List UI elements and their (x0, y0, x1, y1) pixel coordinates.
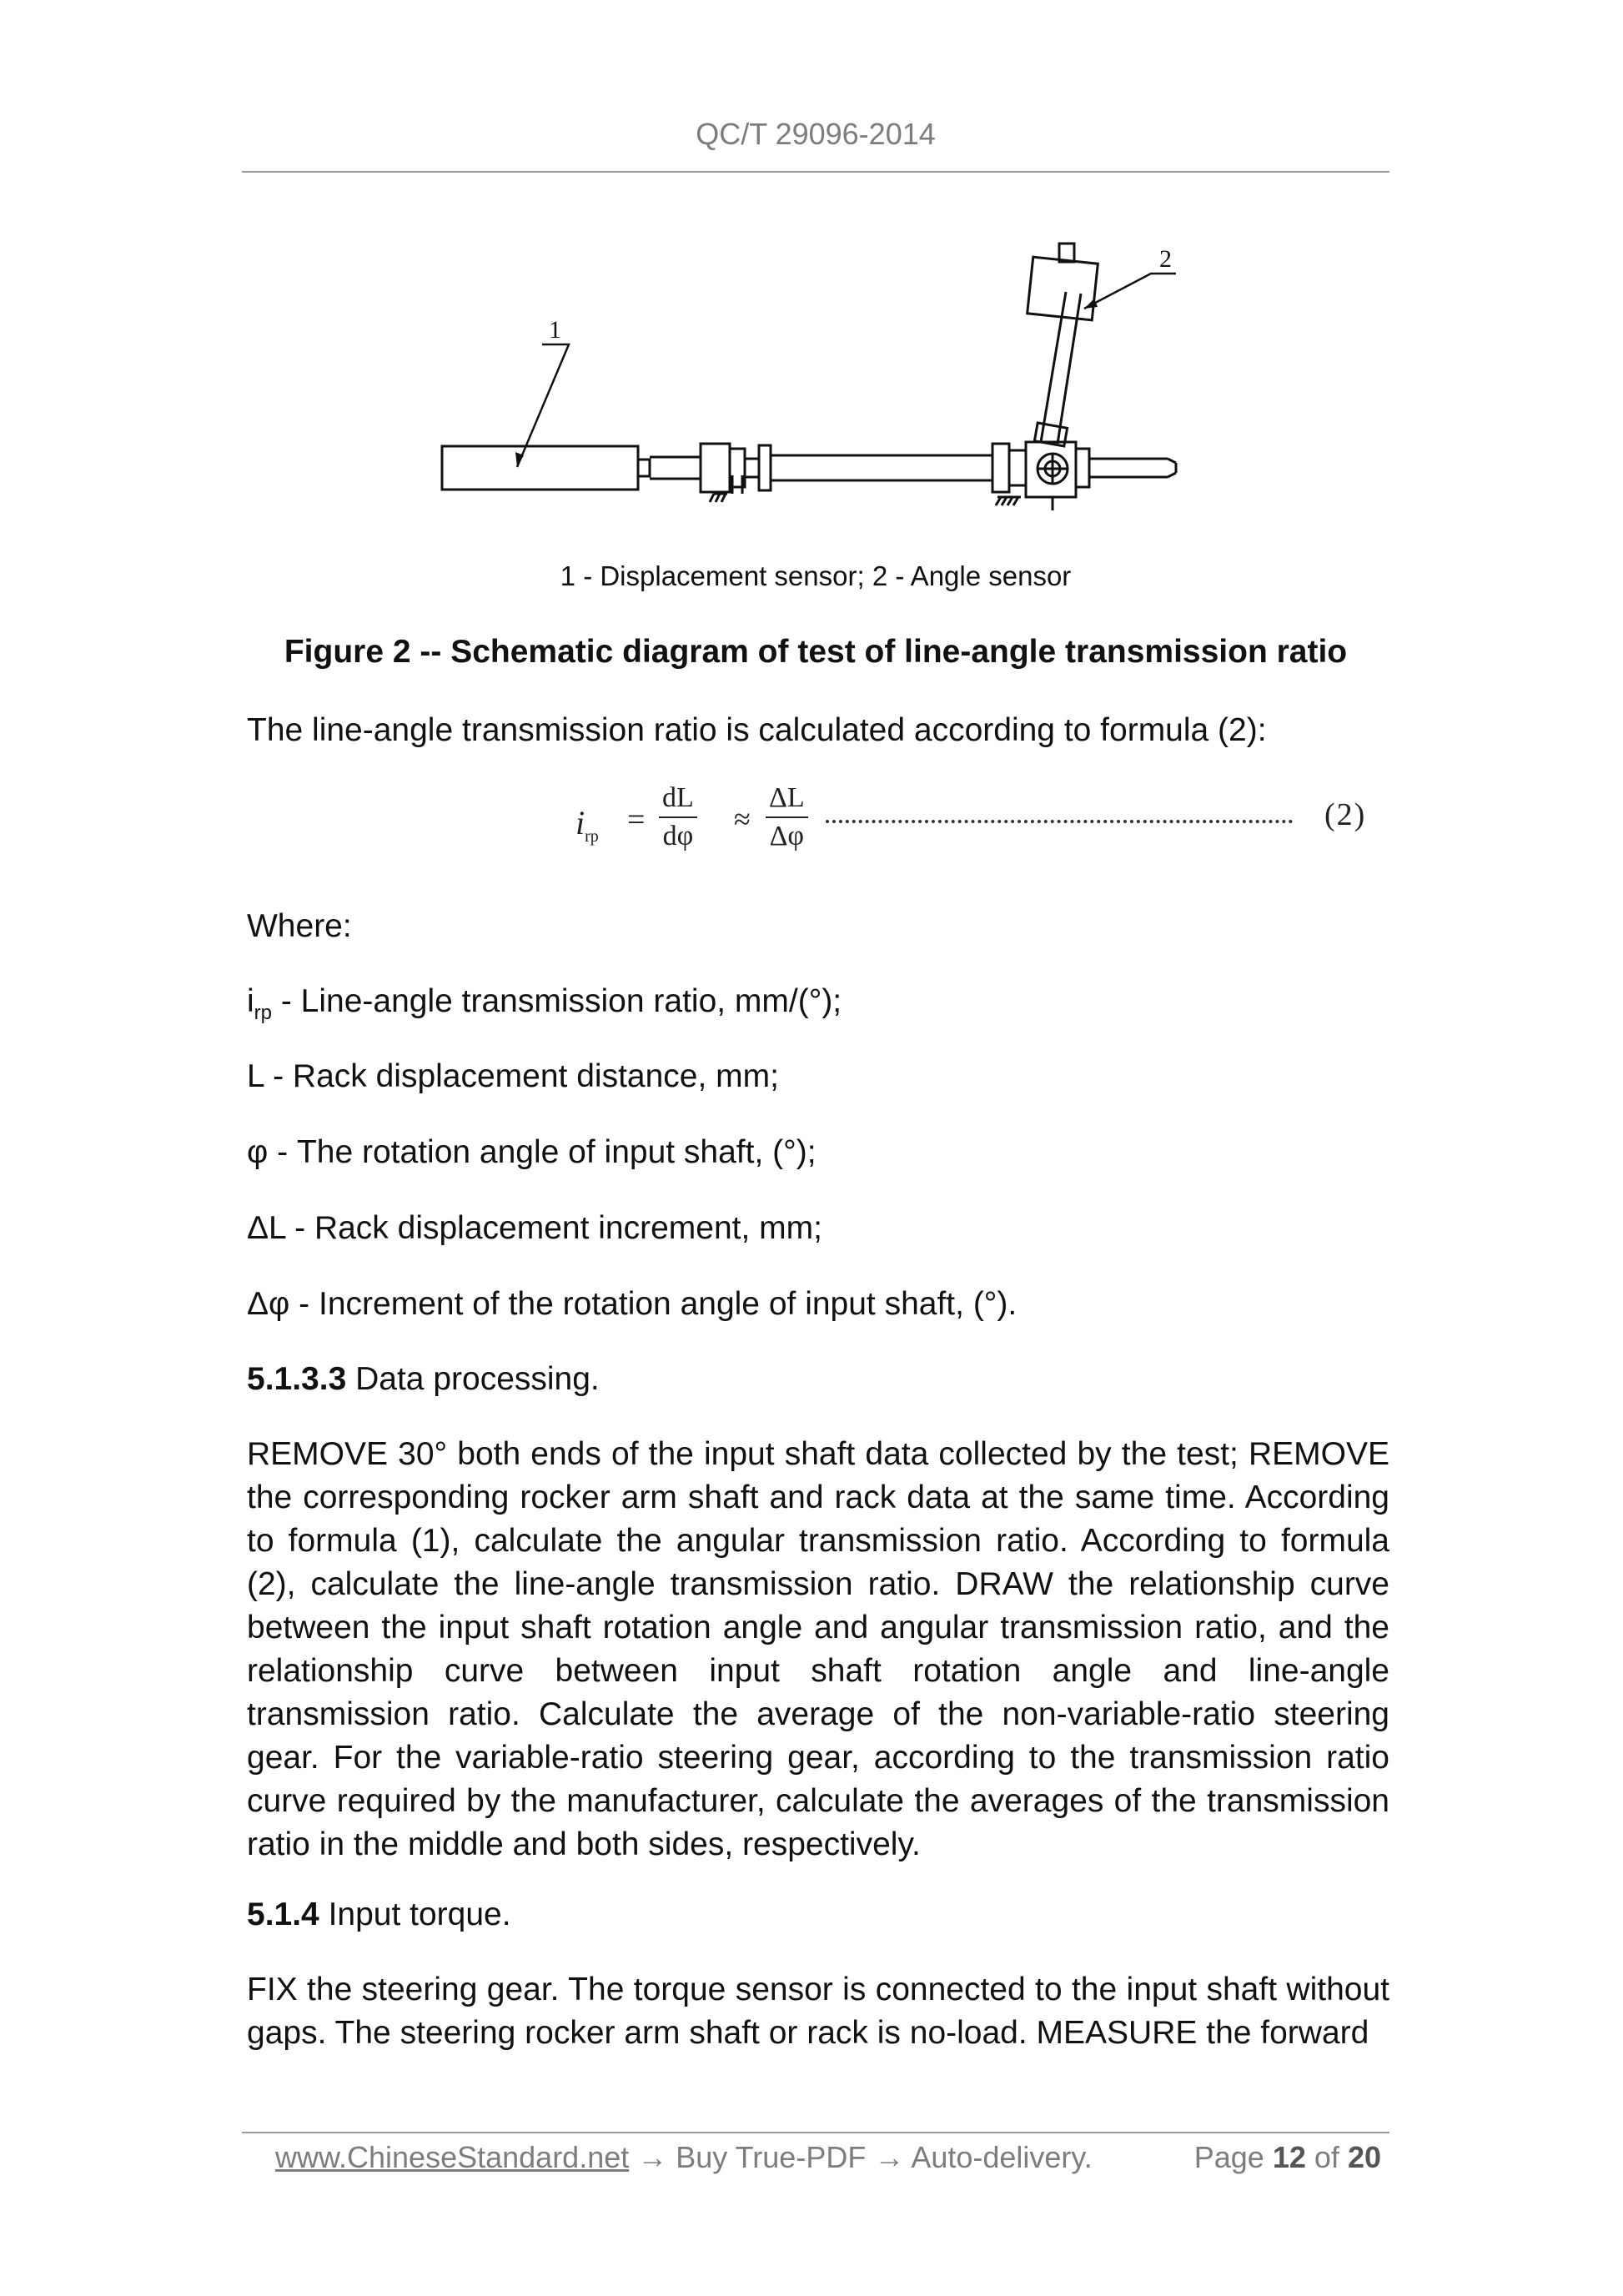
section-5-1-3-3-heading: 5.1.3.3 Data processing. (247, 1361, 600, 1397)
footer-website-link[interactable]: www.ChineseStandard.net (275, 2140, 630, 2174)
displacement-sensor-body (442, 446, 638, 490)
figure-title: Figure 2 -- Schematic diagram of test of line-angle transmission ratio (284, 634, 1348, 670)
steering-gear-schematic (417, 225, 1218, 525)
where-label: Where: (247, 908, 352, 944)
formula-leader-dots (826, 783, 1293, 823)
formula-number: (2) (1324, 797, 1367, 832)
formula-2 (575, 780, 1393, 888)
footer-promo-text: → Buy True-PDF → Auto-delivery. (629, 2140, 1093, 2174)
definition-irp: $i_{rp}$ - Line-angle transmission ratio, mm/(°); (247, 983, 842, 1024)
header-divider (242, 171, 1389, 173)
figure-label-1: 1 (549, 316, 561, 344)
document-header: QC/T 29096-2014 (696, 117, 936, 151)
figure-2-diagram (417, 225, 1218, 525)
figure-caption: 1 - Displacement sensor; 2 - Angle sensor (560, 560, 1072, 591)
definition-delta-phi: Δφ - Increment of the rotation angle of input shaft, (°). (247, 1286, 1018, 1322)
formula-approx: ≈ (734, 802, 751, 836)
definition-delta-L: ΔL - Rack displacement increment, mm; (247, 1210, 822, 1246)
formula-fraction-derivative: $\frac{dL}{d\varphi}$ (659, 780, 697, 855)
section-5-1-3-3-body: REMOVE 30° both ends of the input shaft data collected by the test; REMOVE the corresponding rocker arm shaft and rack data at the same time. According to formula (1), calculate the angular transmission ratio. According to formula (2), calculate the line-angle transmission ratio. DRAW the relationship curve between the input shaft rotation angle and angular transmission ratio, and the relationship curve between input shaft rotation angle and line-angle transmission ratio. Calculate the average of the non-variable-ratio steering gear. For the variable-ratio steering gear, according to the transmission ratio curve required by the manufacturer, calculate the averages of the transmission ratio in the middle and both sides, respectively. (247, 1436, 1389, 1862)
section-5-1-4-heading: 5.1.4 Input torque. (247, 1897, 511, 1932)
formula-lhs: $i_{rp}$ (575, 804, 599, 846)
footer-divider (242, 2132, 1389, 2133)
formula-fraction-increment: $\frac{\Delta L}{\Delta\varphi}$ (766, 780, 808, 855)
figure-label-2: 2 (1159, 245, 1172, 273)
definition-phi: φ - The rotation angle of input shaft, (°); (247, 1134, 817, 1170)
section-5-1-4-body: FIX the steering gear. The torque sensor is connected to the input shaft without gaps. The steering rocker arm shaft or rack is no-load. MEASURE the forward (247, 1972, 1389, 2051)
definition-L: L - Rack displacement distance, mm; (247, 1058, 779, 1094)
page-footer (275, 2140, 1381, 2175)
formula-equals: = (627, 802, 646, 837)
page-number: Page 12 of 20 (1193, 2140, 1381, 2174)
intro-paragraph: The line-angle transmission ratio is calculated according to formula (2): (247, 712, 1267, 748)
